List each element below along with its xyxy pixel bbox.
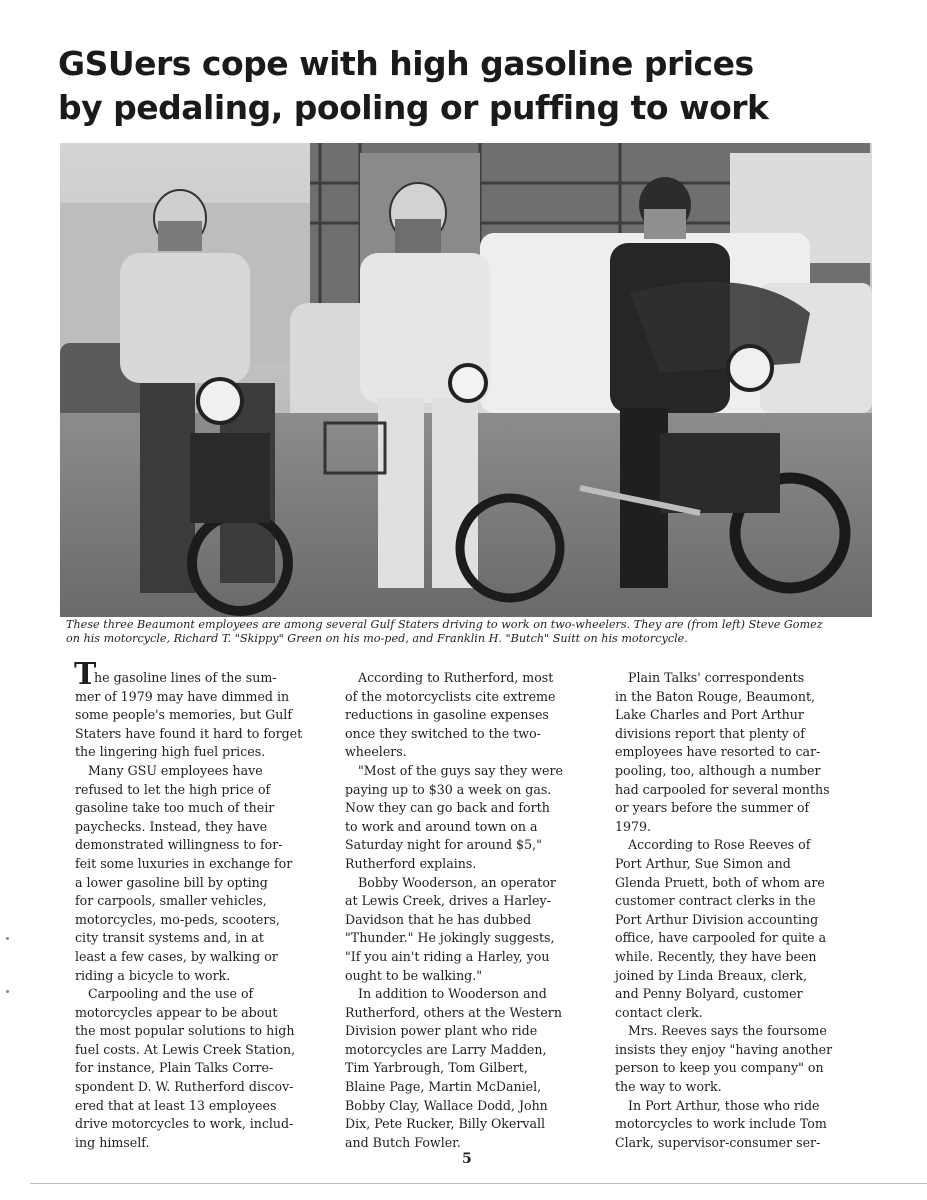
column2-line: paying up to $30 a week on gas.: [345, 781, 552, 797]
column3-line: customer contract clerks in the: [615, 893, 816, 909]
column3-line: Plain Talks' correspondents: [628, 670, 805, 685]
column2-line: Rutherford explains.: [345, 855, 477, 871]
column1-line: feit some luxuries in exchange for: [75, 855, 293, 871]
column1-line: for instance, Plain Talks Corre-: [75, 1060, 274, 1076]
headline-line-2: by pedaling, pooling or puffing to work: [58, 88, 769, 127]
column1-line: the lingering high fuel prices.: [75, 744, 266, 760]
column3-line: Mrs. Reeves says the foursome: [628, 1023, 827, 1039]
column1-line: spondent D. W. Rutherford discov-: [75, 1079, 294, 1095]
column3-line: person to keep you company" on: [615, 1060, 824, 1076]
column1-line: fuel costs. At Lewis Creek Station,: [75, 1041, 296, 1057]
column3-line: contact clerk.: [615, 1004, 703, 1020]
column1-line: some people's memories, but Gulf: [75, 707, 292, 723]
column2-line: to work and around town on a: [345, 818, 538, 834]
column2-line: Blaine Page, Martin McDaniel,: [345, 1079, 542, 1095]
column1-line: the most popular solutions to high: [75, 1023, 295, 1039]
column1-line: for carpools, smaller vehicles,: [75, 893, 267, 909]
column3-line: According to Rose Reeves of: [628, 837, 811, 853]
column2-line: Davidson that he has dubbed: [345, 911, 532, 927]
column1-line: Staters have found it hard to forget: [75, 725, 303, 741]
column1-line: refused to let the high price of: [75, 781, 271, 797]
column3-line: office, have carpooled for quite a: [615, 930, 827, 946]
column3-line: insists they enjoy "having another: [615, 1041, 833, 1057]
column1-line: mer of 1979 may have dimmed in: [75, 688, 290, 704]
column2-line: Division power plant who ride: [345, 1023, 538, 1039]
article-headline: [58, 42, 878, 130]
column2-line: Rutherford, others at the Western: [345, 1004, 562, 1020]
column3-line: 1979.: [615, 818, 652, 834]
column1-line: Carpooling and the use of: [88, 986, 254, 1002]
column3-line: divisions report that plenty of: [615, 725, 805, 741]
column2-line: "Thunder." He jokingly suggests,: [345, 930, 555, 946]
column3-line: the way to work.: [615, 1079, 722, 1095]
column3-line: In Port Arthur, those who ride: [628, 1097, 820, 1113]
column1-line: motorcycles, mo-peds, scooters,: [75, 911, 280, 927]
column3-line: in the Baton Rouge, Beaumont,: [615, 688, 816, 704]
column3-line: Port Arthur Division accounting: [615, 911, 819, 927]
column3-line: motorcycles to work include Tom: [615, 1116, 827, 1132]
column2-line: at Lewis Creek, drives a Harley-: [345, 893, 551, 909]
page-number: 5: [462, 1151, 472, 1167]
column2-line: ought to be walking.": [345, 967, 483, 983]
column2-line: Bobby Wooderson, an operator: [358, 874, 556, 890]
column2-line: "Most of the guys say they were: [358, 762, 563, 778]
column3-line: joined by Linda Breaux, clerk,: [615, 967, 808, 983]
column1-line-text: he gasoline lines of the sum-: [94, 670, 277, 685]
column1-line: riding a bicycle to work.: [75, 967, 231, 983]
column2-line: once they switched to the two-: [345, 725, 541, 741]
column2-line: Tim Yarbrough, Tom Gilbert,: [345, 1060, 528, 1076]
article-column-1: [74, 657, 320, 1152]
column3-line: and Penny Bolyard, customer: [615, 986, 803, 1002]
article-photo: [60, 143, 872, 617]
column3-line: had carpooled for several months: [615, 781, 830, 797]
column2-line: Now they can go back and forth: [345, 800, 550, 816]
column1-line: city transit systems and, in at: [75, 930, 264, 946]
column1-line: demonstrated willingness to for-: [75, 837, 283, 853]
column3-line: Clark, supervisor-consumer ser-: [615, 1134, 821, 1150]
article-column-3: [615, 669, 860, 1152]
headline-line-1: GSUers cope with high gasoline prices: [58, 44, 754, 83]
column1-line: [74, 657, 320, 692]
column3-line: or years before the summer of: [615, 800, 810, 816]
scan-speck: [6, 937, 9, 940]
scan-speck: [6, 990, 9, 993]
photo-caption: [66, 618, 878, 646]
column3-line: employees have resorted to car-: [615, 744, 821, 760]
column2-line: reductions in gasoline expenses: [345, 707, 549, 723]
column3-line: Lake Charles and Port Arthur: [615, 707, 804, 723]
column1-line: least a few cases, by walking or: [75, 948, 278, 964]
column3-line: Glenda Pruett, both of whom are: [615, 874, 825, 890]
caption-line-2: on his motorcycle, Richard T. "Skippy" Green on his mo-ped, and Franklin H. "Butch" Suitt on his motorcycle.: [66, 632, 688, 645]
column1-line: a lower gasoline bill by opting: [75, 874, 268, 890]
column1-line: gasoline take too much of their: [75, 800, 275, 816]
drop-cap: T: [74, 657, 97, 692]
column2-line: of the motorcyclists cite extreme: [345, 688, 556, 704]
column1-line: Many GSU employees have: [88, 762, 263, 778]
column1-line: ered that at least 13 employees: [75, 1097, 277, 1113]
column1-line: drive motorcycles to work, includ-: [75, 1116, 294, 1132]
column2-line: motorcycles are Larry Madden,: [345, 1041, 547, 1057]
column3-line: Port Arthur, Sue Simon and: [615, 855, 791, 871]
column1-line: paychecks. Instead, they have: [75, 818, 268, 834]
column1-line: ing himself.: [75, 1134, 150, 1150]
column3-line: pooling, too, although a number: [615, 762, 821, 778]
column3-line: while. Recently, they have been: [615, 948, 817, 964]
column2-line: "If you ain't riding a Harley, you: [345, 948, 550, 964]
column2-line: Saturday night for around $5,": [345, 837, 542, 853]
column2-line: wheelers.: [345, 744, 407, 760]
article-column-2: [345, 669, 590, 1152]
column2-line: According to Rutherford, most: [358, 670, 554, 685]
column2-line: and Butch Fowler.: [345, 1134, 461, 1150]
column1-line: motorcycles appear to be about: [75, 1004, 278, 1020]
column2-line: Bobby Clay, Wallace Dodd, John: [345, 1097, 548, 1113]
caption-line-1: These three Beaumont employees are among several Gulf Staters driving to work on two-wheelers. They are (from left) Steve Gomez: [66, 618, 823, 631]
bottom-rule: [30, 1183, 927, 1184]
column2-line: In addition to Wooderson and: [358, 986, 547, 1002]
column2-line: Dix, Pete Rucker, Billy Okervall: [345, 1116, 546, 1132]
photo-illustration: [60, 143, 872, 617]
